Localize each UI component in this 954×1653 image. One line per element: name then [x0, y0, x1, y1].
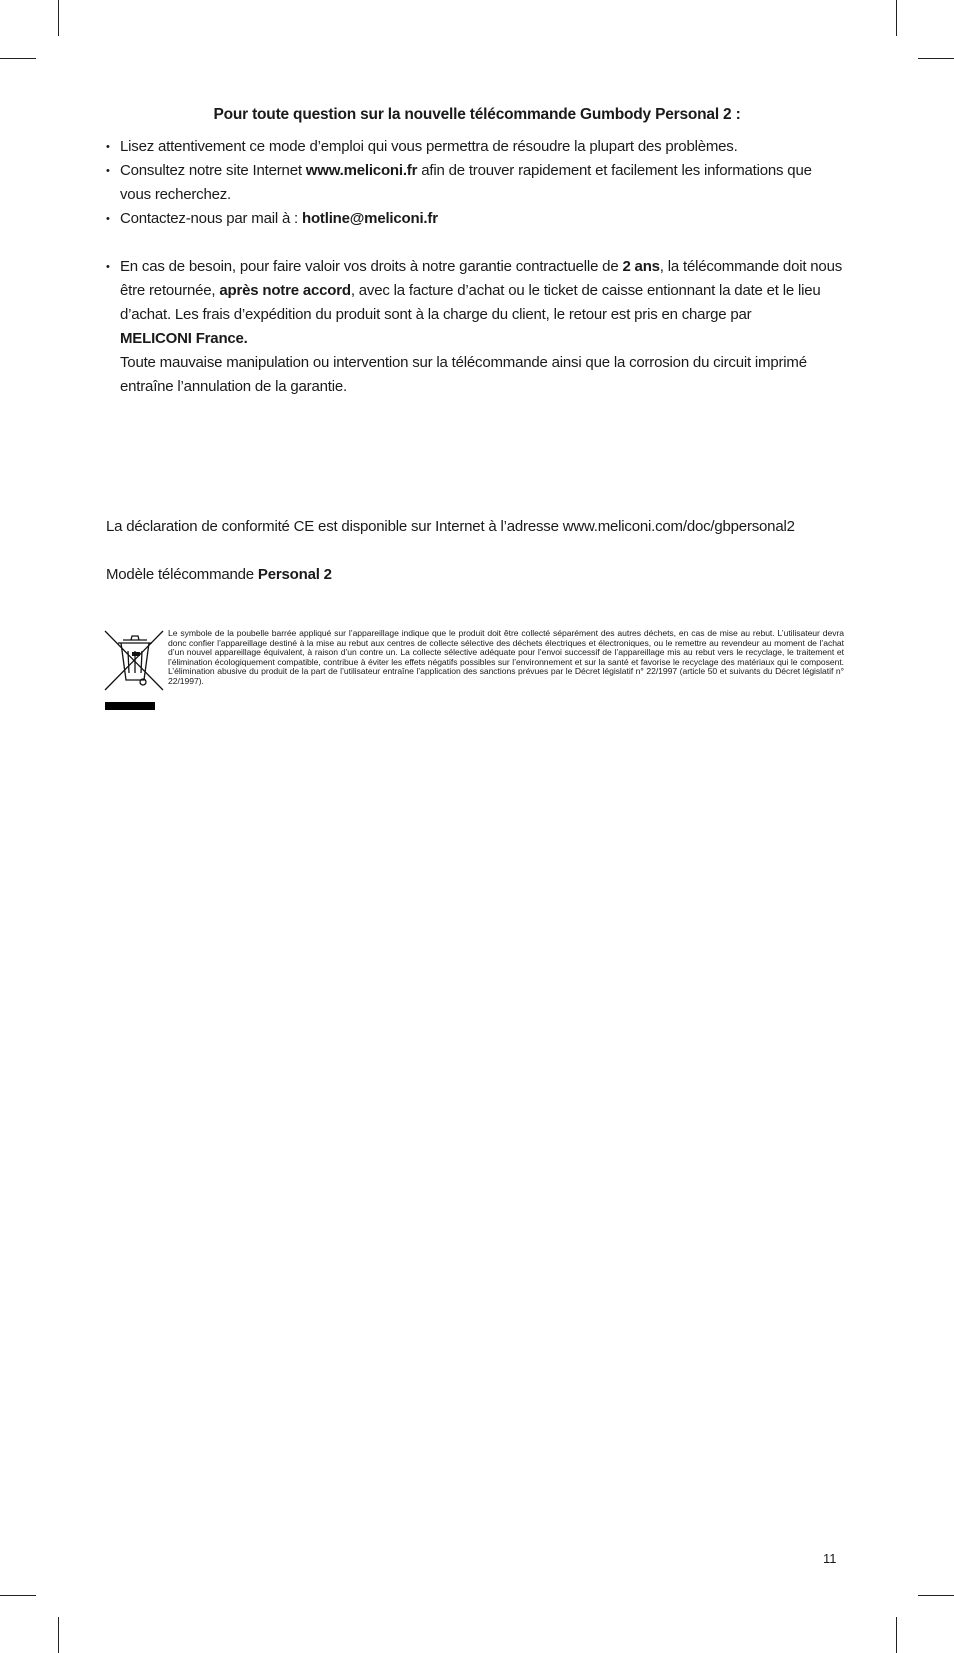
crop-mark	[896, 0, 897, 36]
support-list	[106, 135, 846, 399]
weee-disposal-notice: Le symbole de la poubelle barrée appliqué sur l’appareillage indique que le produit doit être collecté séparément des autres déchets, en cas de mise au rebut. L’utilisateur devra donc confier l’appareillage destiné à la mise au rebut aux centres de collecte sélective des déchets électriques et électroniques, ou le remettre au revendeur au moment de l’achat d’un nouvel appareillage équivalent, à raison d’un contre un. La collecte sélective adéquate pour l’envoi successif de l’appareillage mis au rebut vers le recyclage, le traitement et l’élimination écologiquement compatible, contribue à éviter les effets négatifs possibles sur l’environnement et sur la santé et favorise le recyclage des matériaux qui le composent. L’élimination abusive du produit de la part de l’utilisateur entraîne l’application des sanctions prévues par le Décret législatif n° 22/1997 (article 50 et suivants du Décret législatif n° 22/1997).	[168, 628, 844, 686]
model-line: Modèle télécommande Personal 2	[106, 566, 332, 583]
crop-mark	[0, 58, 36, 59]
page-number: 11	[823, 1551, 837, 1566]
list-item: • Consultez notre site Internet www.meliconi.fr afin de trouver rapidement et facilement les informations que vous recherchez.	[106, 159, 846, 207]
crop-mark	[58, 0, 59, 36]
model-name: Personal 2	[257, 566, 332, 583]
email-address: hotline@meliconi.fr	[302, 210, 438, 227]
list-item: • Contactez-nous par mail à : hotline@meliconi.fr	[106, 207, 846, 231]
crop-mark	[0, 1595, 36, 1596]
crop-mark	[918, 1595, 954, 1596]
crop-mark	[918, 58, 954, 59]
crop-mark	[58, 1617, 59, 1653]
list-item-warranty: • En cas de besoin, pour faire valoir vos droits à notre garantie contractuelle de 2 ans, la télécommande doit nous être retournée, après notre accord, avec la facture d’achat ou le ticket de caisse entionnant la date et le lieu d’achat. Les frais d’expédition du produit sont à la charge du client, le retour est pris en charge par MELICONI France. Toute mauvaise manipulation ou intervention sur la télécommande ainsi que la corrosion du circuit imprimé entraîne l’annulation de la garantie.	[106, 255, 846, 399]
list-item: • Lisez attentivement ce mode d’emploi qui vous permettra de résoudre la plupart des problèmes.	[106, 135, 846, 159]
ce-declaration: La déclaration de conformité CE est disponible sur Internet à l’adresse www.meliconi.com/doc/gbpersonal2	[106, 518, 795, 535]
page-title: Pour toute question sur la nouvelle télécommande Gumbody Personal 2 :	[213, 106, 741, 123]
website-link: www.meliconi.fr	[305, 162, 418, 179]
crop-mark	[896, 1617, 897, 1653]
crossed-out-wheelie-bin-icon	[104, 628, 166, 712]
